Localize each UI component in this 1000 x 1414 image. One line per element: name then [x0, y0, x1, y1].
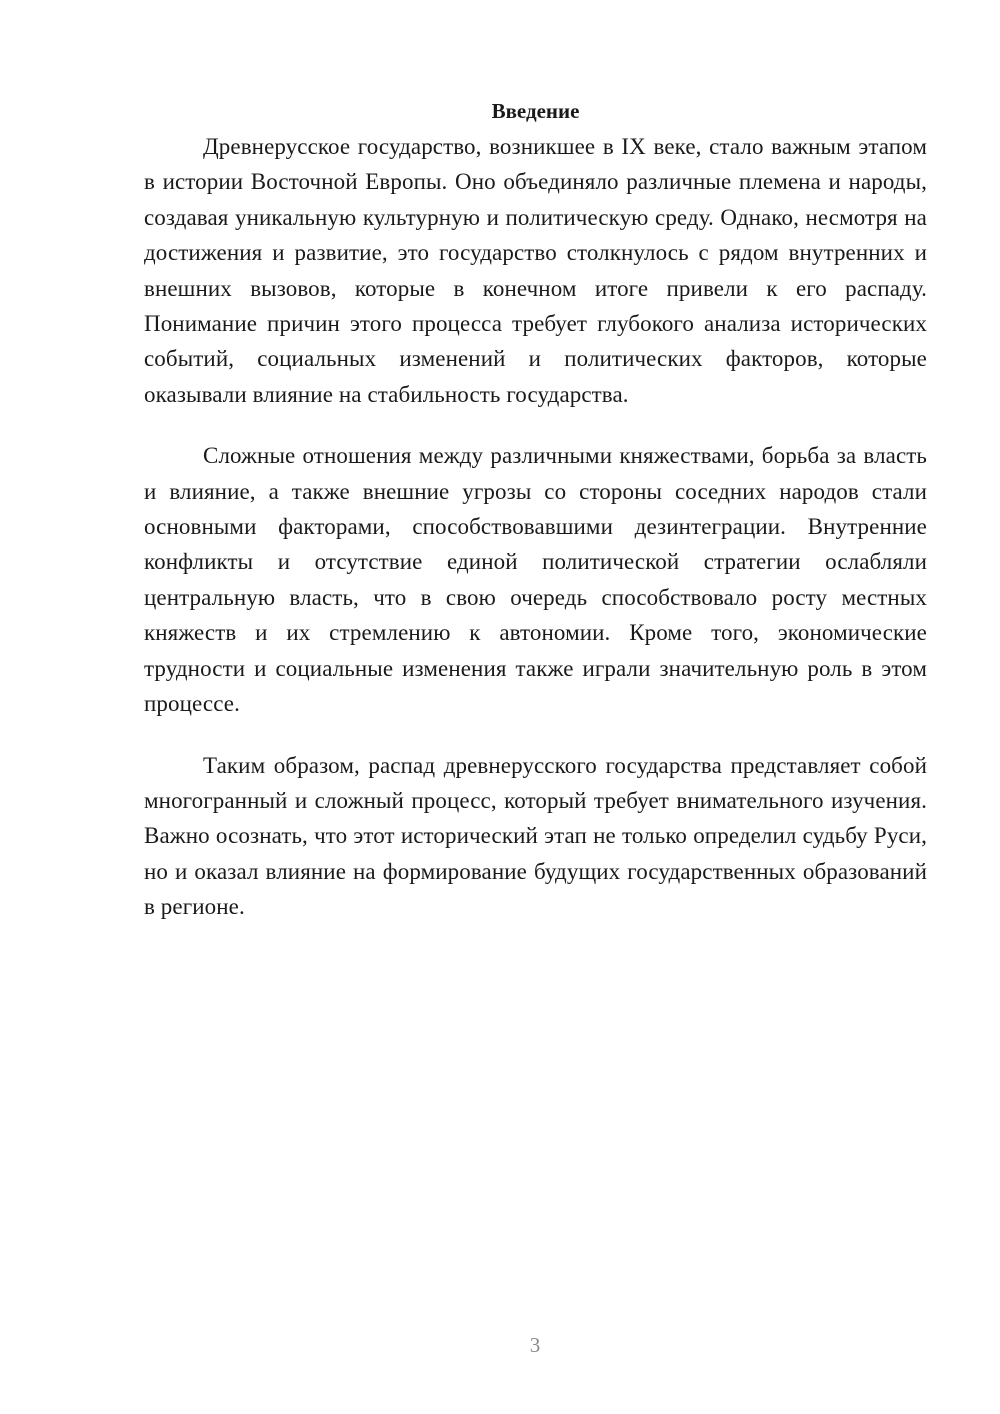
page-number: 3	[529, 1333, 541, 1357]
paragraph-1: Древнерусское государство, возникшее в IX веке, стало важным этапом в истории Восточной Европы. Оно объединяло различные племена и народы, создавая уникальную культурную и политическую среду. Однако, несмотря на достижения и развитие, это государство столкнулось с рядом внутренних и внешних вызовов, которые в конечном итоге привели к его распаду. Понимание причин этого процесса требует глубокого анализа исторических событий, социальных изменений и политических факторов, которые оказывали влияние на стабильность государства.	[144, 134, 927, 407]
paragraph-2: Сложные отношения между различными княжествами, борьба за власть и влияние, а также внешние угрозы со стороны соседних народов стали основными факторами, способствовавшими дезинтеграции. Внутренние конфликты и отсутствие единой политической стратегии ослабляли центральную власть, что в свою очередь способствовало росту местных княжеств и их стремлению к автономии. Кроме того, экономические трудности и социальные изменения также играли значительную роль в этом процессе.	[144, 443, 927, 717]
page-content	[144, 94, 927, 951]
paragraph-3: Таким образом, распад древнерусского государства представляет собой многогранный и сложный процесс, который требует внимательного изучения. Важно осознать, что этот исторический этап не только определил судьбу Руси, но и оказал влияние на формирование будущих государственных образований в регионе.	[144, 752, 927, 920]
section-title: Введение	[491, 99, 580, 123]
